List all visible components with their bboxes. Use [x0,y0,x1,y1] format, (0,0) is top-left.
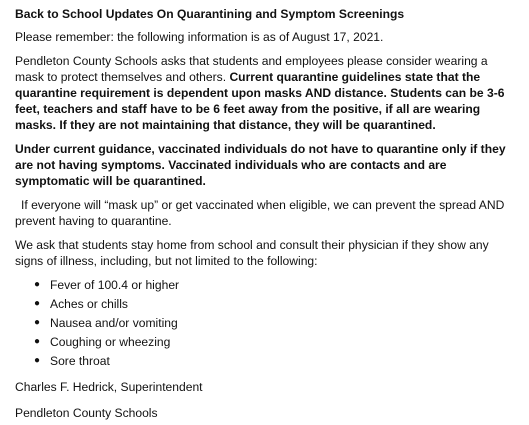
signature-organization: Pendleton County Schools [15,406,158,420]
bullet-icon: ● [34,298,41,309]
document-title: Back to School Updates On Quarantining and Symptom Screenings [15,7,405,21]
symptom-text: Sore throat [50,354,110,368]
bullet-icon: ● [34,336,41,347]
symptoms-intro-paragraph: We ask that students stay home from school and consult their physician if they show any signs of illness, including, but not limited to the following: [15,238,489,268]
reminder-paragraph: Please remember: the following information is as of August 17, 2021. [15,30,384,44]
bullet-icon: ● [34,279,41,290]
symptom-text: Fever of 100.4 or higher [50,278,180,292]
list-item [34,353,519,369]
list-item [34,296,519,312]
symptom-text: Aches or chills [50,297,128,311]
bullet-icon: ● [34,355,41,366]
symptoms-list [15,277,519,369]
list-item [34,277,519,293]
list-item [34,315,519,331]
prevention-paragraph: If everyone will “mask up” or get vaccinated when eligible, we can prevent the spread AND prevent having to quarantine. [15,198,505,228]
symptom-text: Nausea and/or vomiting [50,316,178,330]
signature-name: Charles F. Hedrick, Superintendent [15,380,203,394]
masking-paragraph [15,53,519,133]
quarantine-guidelines-text: Current quarantine guidelines state that the quarantine requirement is dependent upon masks AND distance. Students can be 3-6 feet, teachers and staff have to be 6 feet away from the positive, if all are wearing masks. If they are not maintaining that distance, they will be quarantined. [15,70,505,132]
symptom-text: Coughing or wheezing [50,335,171,349]
bullet-icon: ● [34,317,41,328]
list-item [34,334,519,350]
masking-text: Pendleton County Schools asks that students and employees please consider wearing a mask to protect themselves and others. [15,54,488,84]
vaccination-guidance-paragraph: Under current guidance, vaccinated individuals do not have to quarantine only if they are not having symptoms. Vaccinated individuals who are contacts and are symptomatic will be quarantined. [15,142,506,188]
